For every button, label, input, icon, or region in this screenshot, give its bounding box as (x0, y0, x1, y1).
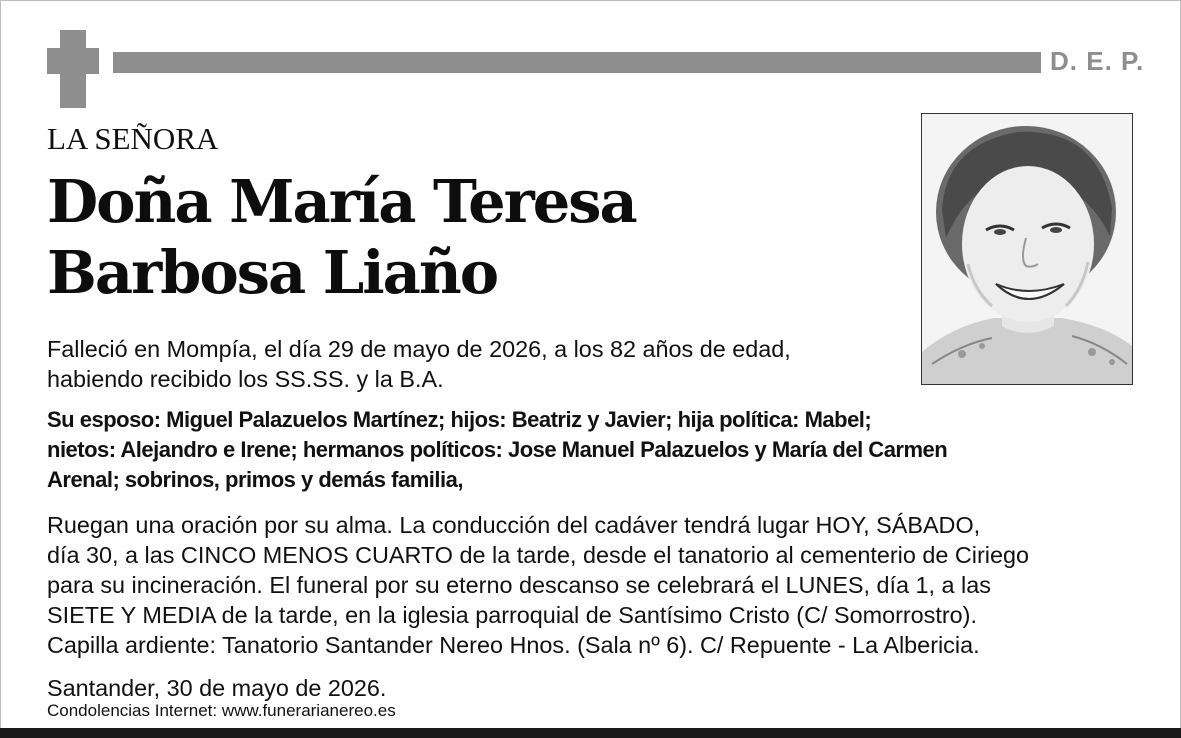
family-line: Arenal; sobrinos, primos y demás familia, (47, 467, 463, 492)
place-date: Santander, 30 de mayo de 2026. (47, 675, 387, 701)
bottom-bar (0, 728, 1181, 738)
ceremony-details (47, 510, 1029, 660)
death-notice-line: habiendo recibido los SS.SS. y la B.A. (47, 366, 444, 392)
family-line: nietos: Alejandro e Irene; hermanos políticos: Jose Manuel Palazuelos y María del Carmen (47, 437, 948, 462)
death-notice (47, 334, 791, 394)
deceased-name-line-2: Barbosa Liaño (47, 238, 498, 307)
deceased-title: LA SEÑORA (47, 121, 219, 156)
family-line: Su esposo: Miguel Palazuelos Martínez; hijos: Beatriz y Javier; hija política: Mabel; (47, 407, 872, 432)
portrait-photo (921, 113, 1133, 385)
cross-icon-arm (47, 48, 99, 74)
condolences-link: Condolencias Internet: www.funerarianereo.es (47, 701, 396, 720)
dep-label: D. E. P. (1050, 46, 1145, 76)
deceased-name-line-1: Doña María Teresa (47, 167, 636, 236)
family-members (47, 405, 947, 495)
death-notice-line: Falleció en Mompía, el día 29 de mayo de 2026, a los 82 años de edad, (47, 336, 791, 362)
header-rule (113, 52, 1041, 73)
portrait-image (922, 114, 1132, 384)
ceremony-line: SIETE Y MEDIA de la tarde, en la iglesia parroquial de Santísimo Cristo (C/ Somorrostro). (47, 602, 977, 628)
ceremony-line: Ruegan una oración por su alma. La conducción del cadáver tendrá lugar HOY, SÁBADO, (47, 512, 981, 538)
ceremony-line: para su incineración. El funeral por su eterno descanso se celebrará el LUNES, día 1, a las (47, 572, 991, 598)
ceremony-line: Capilla ardiente: Tanatorio Santander Nereo Hnos. (Sala nº 6). C/ Repuente - La Albericia. (47, 632, 980, 658)
deceased-name (47, 166, 907, 308)
ceremony-line: día 30, a las CINCO MENOS CUARTO de la tarde, desde el tanatorio al cementerio de Ciriego (47, 542, 1030, 568)
